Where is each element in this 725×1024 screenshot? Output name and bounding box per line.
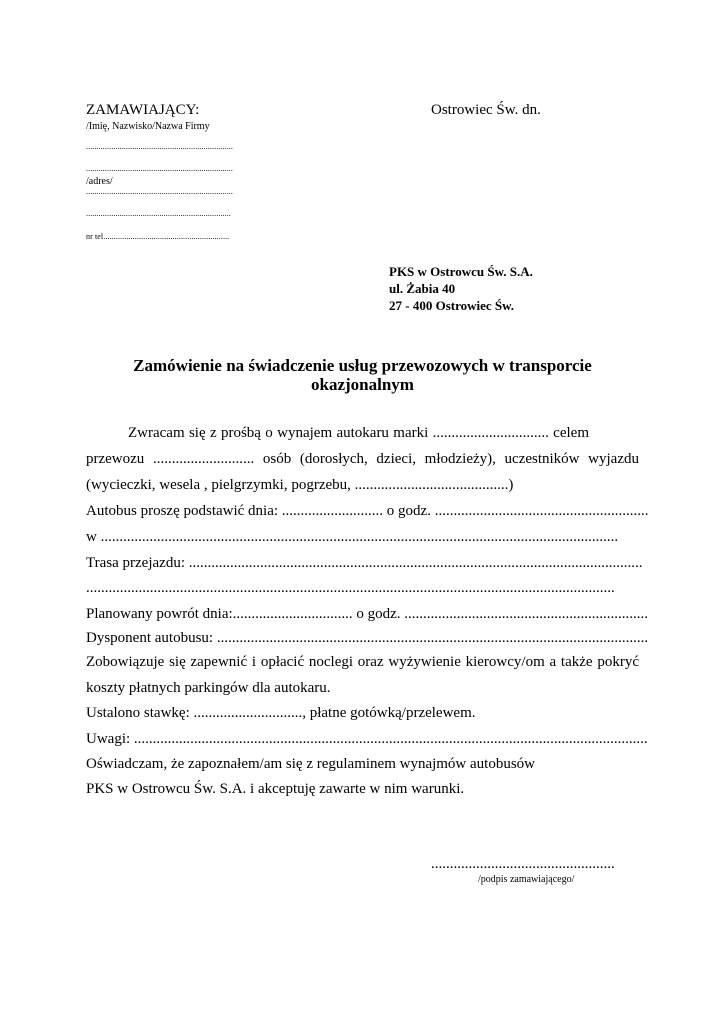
obligation-line-1: Zobowiązuje się zapewnić i opłacić noclegi oraz wyżywienie kierowcy/om a także pokryć [86, 654, 639, 670]
request-line-3: (wycieczki, wesela , pielgrzymki, pogrzebu, .........................................) [86, 477, 514, 493]
route-line-continued: ............................................................................................................................................. [86, 580, 615, 596]
signature-hint: /podpis zamawiającego/ [478, 874, 575, 885]
request-line-1: Zwracam się z prośbą o wynajem autokaru marki ............................... celem [128, 425, 589, 441]
place-date: Ostrowiec Św. dn. [431, 102, 541, 118]
document-title-line-2: okazjonalnym [311, 375, 414, 394]
orderer-name-line-1[interactable]: ...................................................................... [86, 142, 233, 151]
pickup-place-line: w .......................................................................................................................................... [86, 529, 619, 545]
return-line: Planowany powrót dnia:................................ o godz. ................................................................. [86, 606, 649, 622]
route-line: Trasa przejazdu: ......................................................................................................................... [86, 555, 643, 571]
orderer-address-hint: /adres/ [86, 176, 113, 187]
dispatcher-line: Dysponent autobusu: ................................................................................................................... [86, 630, 649, 646]
orderer-address-line-1[interactable]: ...................................................................... [86, 187, 233, 196]
document-title-line-1: Zamówienie na świadczenie usług przewozowych w transporcie [133, 356, 592, 375]
rate-line: Ustalono stawkę: ............................., płatne gotówką/przelewem. [86, 705, 476, 721]
orderer-name-line-2[interactable]: ...................................................................... [86, 164, 233, 173]
orderer-address-line-2[interactable]: ..................................................................... [86, 209, 231, 218]
signature-line[interactable]: ................................................. [431, 856, 615, 872]
obligation-line-2: koszty płatnych parkingów dla autokaru. [86, 680, 331, 696]
orderer-phone-line[interactable]: nr tel............................................................ [86, 232, 230, 241]
recipient-company: PKS w Ostrowcu Św. S.A. [389, 264, 533, 279]
statement-line-1: Oświadczam, że zapoznałem/am się z regulaminem wynajmów autobusów [86, 756, 536, 772]
statement-line-2: PKS w Ostrowcu Św. S.A. i akceptuję zawarte w nim warunki. [86, 781, 465, 797]
remarks-line: Uwagi: ......................................................................................................................................... [86, 731, 648, 747]
request-line-2: przewozu ........................... osób (dorosłych, dzieci, młodzieży), uczestników wyjazdu [86, 451, 639, 467]
recipient-street: ul. Żabia 40 [389, 281, 456, 296]
orderer-label: ZAMAWIAJĄCY: [86, 102, 200, 118]
recipient-city: 27 - 400 Ostrowiec Św. [389, 298, 515, 313]
orderer-name-hint: /Imię, Nazwisko/Nazwa Firmy [86, 121, 210, 132]
pickup-date-line: Autobus proszę podstawić dnia: ........................... o godz. ......................................................... [86, 503, 649, 519]
